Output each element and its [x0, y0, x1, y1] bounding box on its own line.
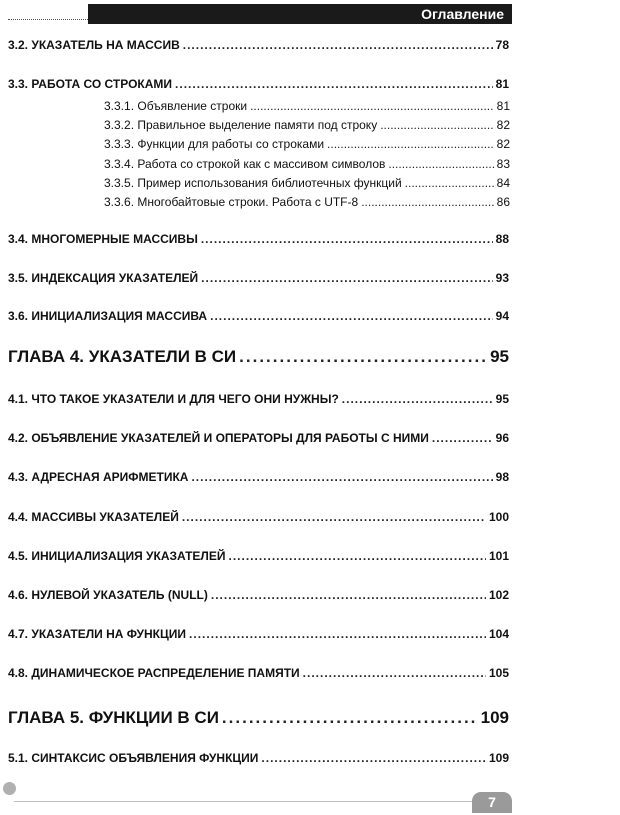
toc-entry-page: 82 [496, 118, 510, 132]
toc-subentry[interactable] [104, 157, 510, 171]
toc-entry-label: 4.8. ДИНАМИЧЕСКОЕ РАСПРЕДЕЛЕНИЕ ПАМЯТИ [8, 666, 300, 680]
toc-entry[interactable] [8, 431, 509, 445]
toc-entry-page: 102 [488, 588, 509, 602]
toc-entry-page: 78 [495, 38, 509, 52]
toc-entry-label: 3.3.5. Пример использования библиотечных функций [104, 176, 402, 190]
toc-entry[interactable] [8, 588, 509, 602]
dot-leader [380, 118, 493, 132]
footer-dot-ornament [3, 782, 16, 795]
toc-entry-label: 4.4. МАССИВЫ УКАЗАТЕЛЕЙ [8, 510, 179, 524]
toc-entry-page: 88 [495, 232, 509, 246]
toc-subentry[interactable] [104, 118, 510, 132]
toc-entry-page: 94 [495, 309, 509, 323]
toc-entry-label: 4.1. ЧТО ТАКОЕ УКАЗАТЕЛИ И ДЛЯ ЧЕГО ОНИ НУЖНЫ? [8, 392, 339, 406]
footer-rule [14, 801, 474, 802]
toc-entry-label: 3.3.2. Правильное выделение памяти под строку [104, 118, 378, 132]
toc-entry[interactable] [8, 392, 509, 406]
toc-entry[interactable] [8, 510, 509, 524]
dot-leader [201, 271, 492, 285]
dot-leader [222, 708, 478, 728]
dot-leader [239, 347, 487, 367]
toc-entry-page: 84 [496, 176, 510, 190]
toc-entry-page: 100 [488, 510, 509, 524]
toc-entry-page: 83 [496, 157, 510, 171]
dot-leader [405, 176, 494, 190]
dot-leader [327, 137, 494, 151]
toc-entry-label: 5.1. СИНТАКСИС ОБЪЯВЛЕНИЯ ФУНКЦИИ [8, 751, 259, 765]
toc-chapter-page: 109 [480, 708, 509, 727]
toc-subentry[interactable] [104, 137, 510, 151]
toc-entry-label: 4.5. ИНИЦИАЛИЗАЦИЯ УКАЗАТЕЛЕЙ [8, 549, 226, 563]
toc-entry[interactable] [8, 271, 509, 285]
toc-entry-label: 3.2. УКАЗАТЕЛЬ НА МАССИВ [8, 38, 180, 52]
toc-entry-label: 3.3.1. Объявление строки [104, 99, 248, 113]
toc-entry[interactable] [8, 627, 509, 641]
dot-leader [189, 627, 486, 641]
dot-leader [250, 99, 494, 113]
toc-chapter[interactable] [8, 347, 509, 367]
toc-entry-label: 3.3.6. Многобайтовые строки. Работа с UTF-8 [104, 195, 359, 209]
toc-entry-label: 3.3.3. Функции для работы со строками [104, 137, 325, 151]
toc-subentry[interactable] [104, 195, 510, 209]
dot-leader [342, 392, 493, 406]
toc-entry[interactable] [8, 470, 509, 484]
dot-leader [191, 470, 492, 484]
dot-leader [261, 751, 486, 765]
toc-entry-label: 3.3. РАБОТА СО СТРОКАМИ [8, 77, 173, 91]
toc-entry-page: 104 [488, 627, 509, 641]
toc-entry[interactable] [8, 309, 509, 323]
toc-entry-page: 86 [496, 195, 510, 209]
toc-subentry[interactable] [104, 176, 510, 190]
dot-leader [201, 232, 493, 246]
toc-entry[interactable] [8, 232, 509, 246]
toc-entry[interactable] [8, 38, 509, 52]
toc-entry-label: 3.6. ИНИЦИАЛИЗАЦИЯ МАССИВА [8, 309, 208, 323]
toc-chapter-label: ГЛАВА 5. ФУНКЦИИ В СИ [8, 708, 219, 727]
toc-entry-page: 105 [488, 666, 509, 680]
dot-leader [432, 431, 493, 445]
dot-leader [183, 38, 493, 52]
toc-entry-label: 3.4. МНОГОМЕРНЫЕ МАССИВЫ [8, 232, 198, 246]
toc-entry-label: 3.3.4. Работа со строкой как с массивом символов [104, 157, 386, 171]
toc-chapter-page: 95 [490, 347, 509, 366]
page-number-tab: 7 [472, 792, 512, 813]
toc-entry-label: 4.6. НУЛЕВОЙ УКАЗАТЕЛЬ (NULL) [8, 588, 208, 602]
dot-leader [303, 666, 486, 680]
toc-entry[interactable] [8, 666, 509, 680]
dot-leader [182, 510, 486, 524]
dot-leader [388, 157, 493, 171]
toc-entry[interactable] [8, 751, 509, 765]
header-dotted-rule [8, 19, 88, 20]
toc-entry-label: 4.7. УКАЗАТЕЛИ НА ФУНКЦИИ [8, 627, 187, 641]
toc-entry-page: 93 [495, 271, 509, 285]
toc-chapter[interactable] [8, 708, 509, 728]
toc-chapter-label: ГЛАВА 4. УКАЗАТЕЛИ В СИ [8, 347, 237, 366]
toc-entry-page: 96 [495, 431, 509, 445]
toc-entry[interactable] [8, 77, 509, 91]
toc-entry-page: 81 [495, 77, 509, 91]
dot-leader [175, 77, 493, 91]
toc-entry-page: 95 [495, 392, 509, 406]
toc-entry-page: 101 [488, 549, 509, 563]
toc-entry-page: 109 [488, 751, 509, 765]
toc-entry-page: 81 [496, 99, 510, 113]
toc-entry[interactable] [8, 549, 509, 563]
running-header: Оглавление [88, 4, 512, 24]
dot-leader [361, 195, 493, 209]
toc-entry-label: 3.5. ИНДЕКСАЦИЯ УКАЗАТЕЛЕЙ [8, 271, 199, 285]
dot-leader [211, 588, 486, 602]
toc-entry-label: 4.2. ОБЪЯВЛЕНИЕ УКАЗАТЕЛЕЙ И ОПЕРАТОРЫ ДЛЯ РАБОТЫ С НИМИ [8, 431, 429, 445]
dot-leader [228, 549, 485, 563]
toc-entry-label: 4.3. АДРЕСНАЯ АРИФМЕТИКА [8, 470, 189, 484]
toc-entry-page: 82 [496, 137, 510, 151]
toc-subentry[interactable] [104, 99, 510, 113]
toc-entry-page: 98 [495, 470, 509, 484]
dot-leader [210, 309, 493, 323]
